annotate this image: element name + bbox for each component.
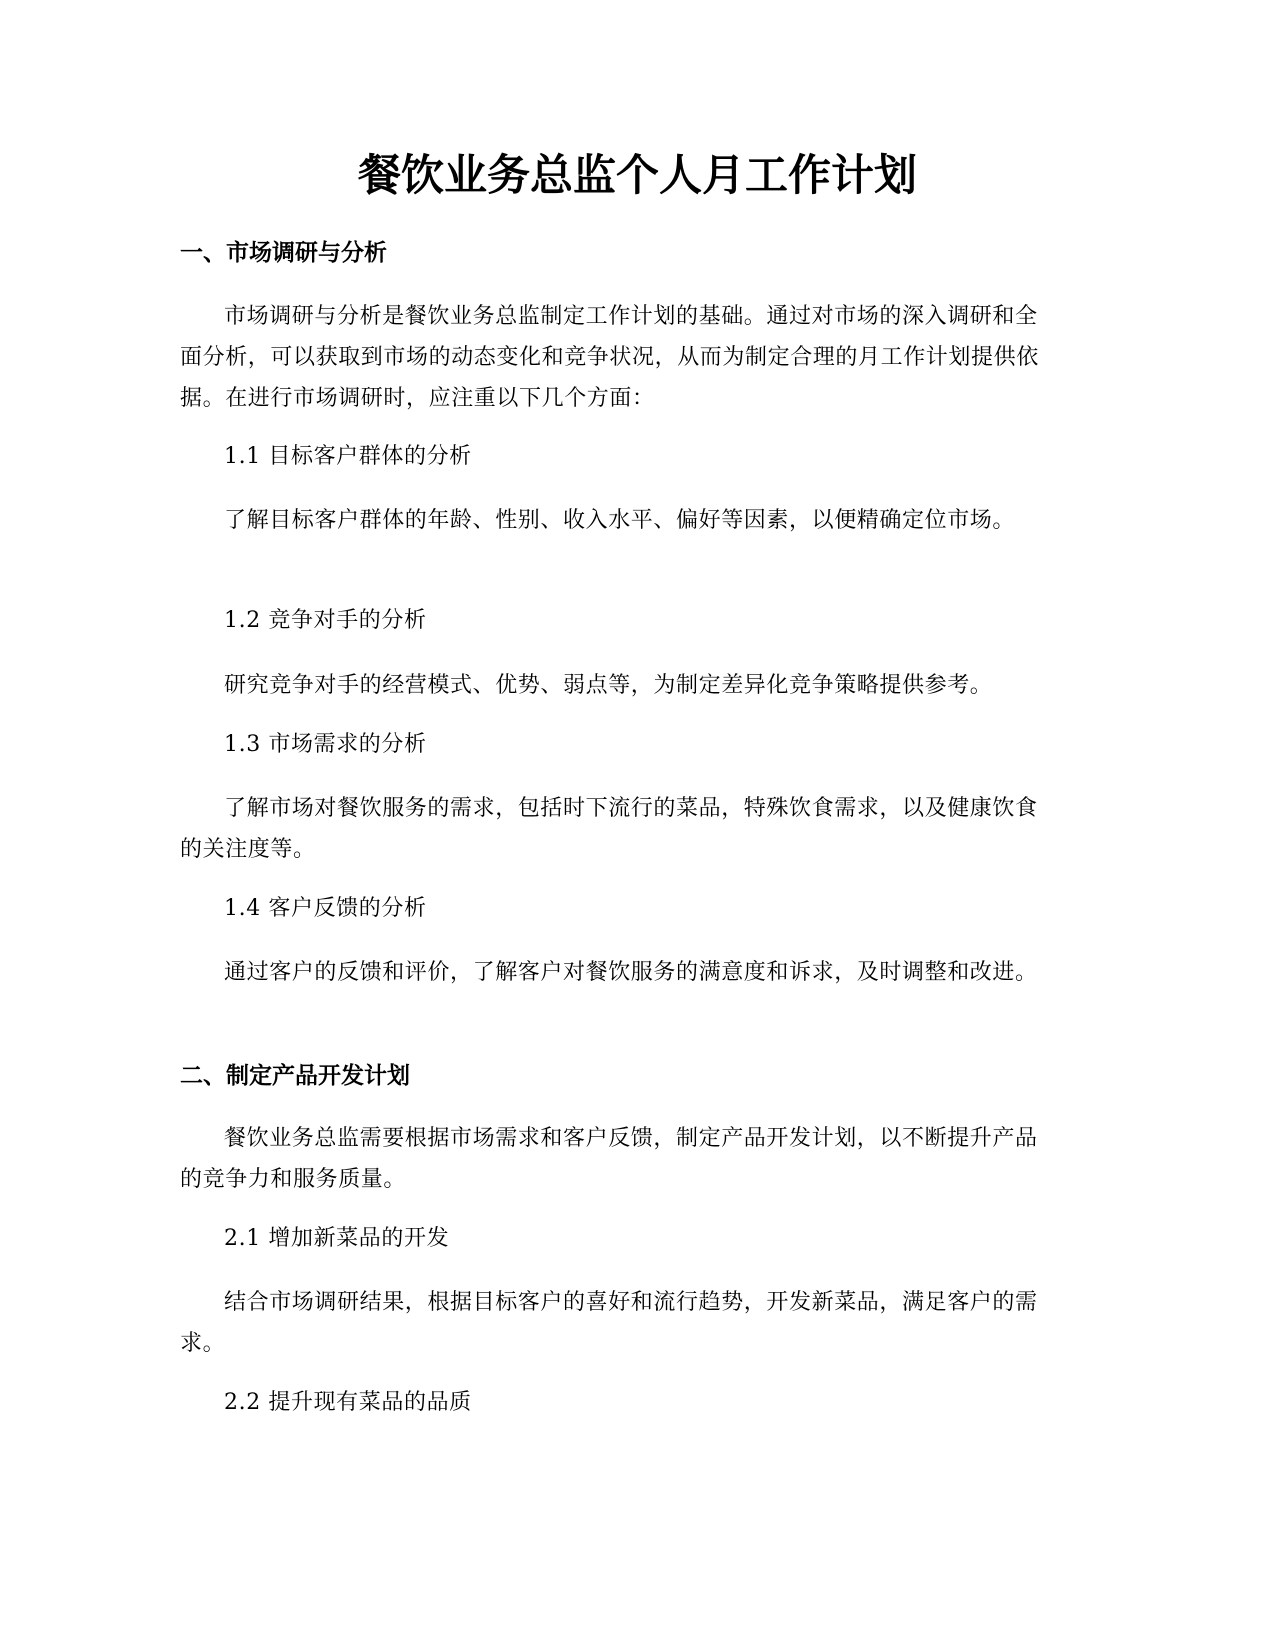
subsection-1-4-title: 1.4 客户反馈的分析	[224, 896, 427, 921]
subsection-1-1-title: 1.1 目标客户群体的分析	[224, 444, 472, 469]
section-2-intro-paragraph: 餐饮业务总监需要根据市场需求和客户反馈，制定产品开发计划，以不断提升产品的竞争力和服务质量。	[180, 1126, 1038, 1192]
page-title: 餐饮业务总监个人月工作计划	[358, 151, 917, 201]
section-1-intro-paragraph: 市场调研与分析是餐饮业务总监制定工作计划的基础。通过对市场的深入调研和全面分析，可以获取到市场的动态变化和竞争状况，从而为制定合理的月工作计划提供依据。在进行市场调研时，应注重以下几个方面：	[180, 304, 1039, 411]
subsection-1-2-body: 研究竞争对手的经营模式、优势、弱点等，为制定差异化竞争策略提供参考。	[224, 673, 993, 698]
subsection-1-3-title: 1.3 市场需求的分析	[224, 732, 427, 757]
section-heading-1: 一、市场调研与分析	[180, 240, 387, 266]
subsection-2-1-body: 结合市场调研结果，根据目标客户的喜好和流行趋势，开发新菜品，满足客户的需求。	[180, 1290, 1038, 1356]
subsection-2-1-title: 2.1 增加新菜品的开发	[224, 1226, 450, 1251]
subsection-1-2-title: 1.2 竞争对手的分析	[224, 608, 427, 633]
subsection-1-3-body: 了解市场对餐饮服务的需求，包括时下流行的菜品，特殊饮食需求，以及健康饮食的关注度等。	[180, 796, 1038, 862]
subsection-2-2-title: 2.2 提升现有菜品的品质	[224, 1390, 472, 1415]
section-heading-2: 二、制定产品开发计划	[180, 1063, 410, 1089]
subsection-1-1-body: 了解目标客户群体的年龄、性别、收入水平、偏好等因素，以便精确定位市场。	[224, 508, 1016, 533]
subsection-1-4-body: 通过客户的反馈和评价，了解客户对餐饮服务的满意度和诉求，及时调整和改进。	[224, 960, 1038, 985]
